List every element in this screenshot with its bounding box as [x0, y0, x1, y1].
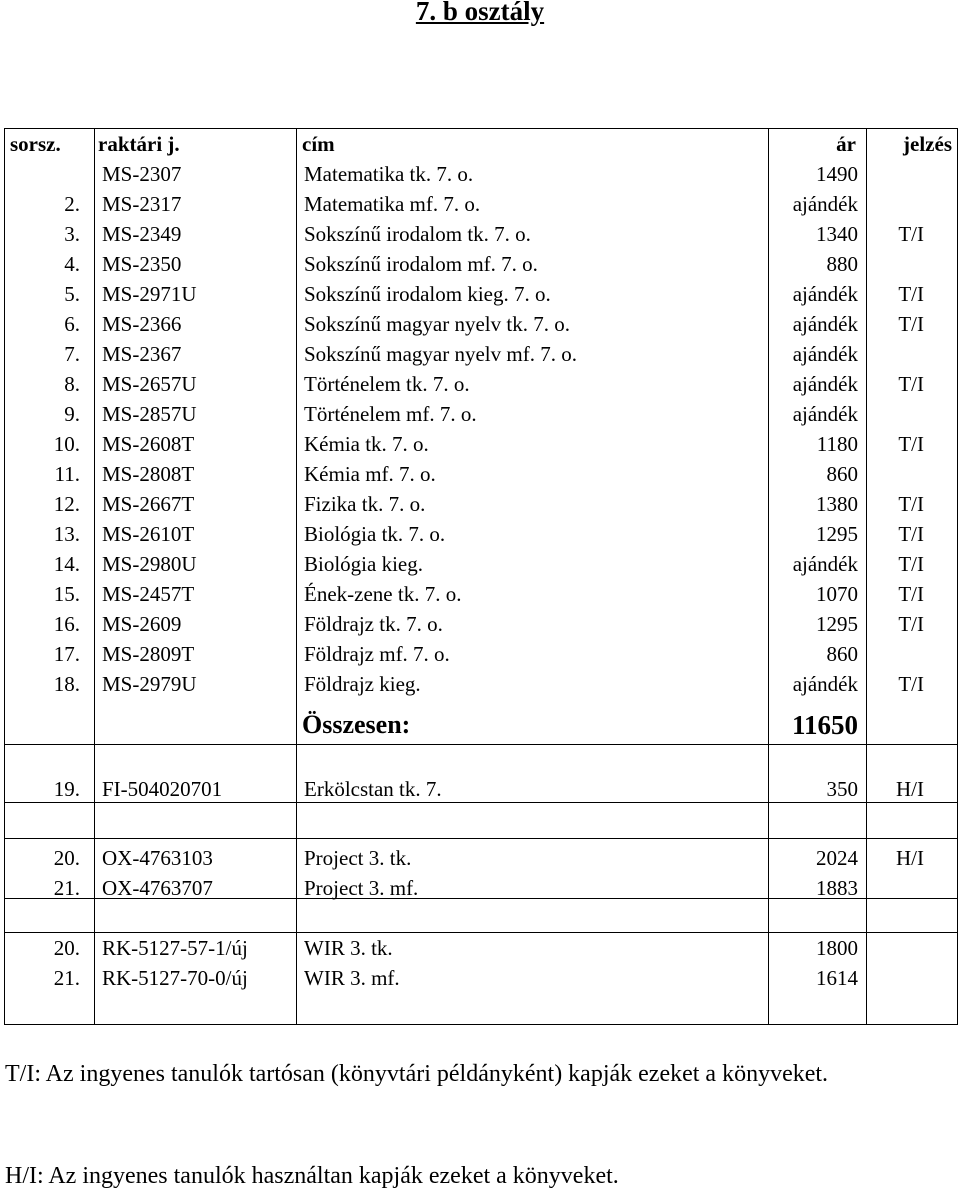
table-hline — [4, 802, 958, 803]
row-sorsz: 20. — [53, 846, 80, 870]
row-ar: ajándék — [792, 372, 858, 396]
row-sorsz: 6. — [64, 312, 80, 336]
row-sorsz: 21. — [53, 966, 80, 990]
table-vline — [4, 128, 5, 1025]
row-jelzes: T/I — [898, 582, 924, 606]
row-cim: Sokszínű magyar nyelv tk. 7. o. — [304, 312, 570, 336]
row-raktari: MS-2610T — [102, 522, 195, 546]
header-cim: cím — [302, 132, 335, 156]
table-vline — [94, 128, 95, 1025]
row-raktari: MS-2667T — [102, 492, 195, 516]
row-jelzes: T/I — [898, 222, 924, 246]
row-raktari: MS-2971U — [102, 282, 197, 306]
row-ar: 860 — [826, 642, 858, 666]
header-ar: ár — [836, 132, 856, 156]
row-raktari: MS-2809T — [102, 642, 195, 666]
row-raktari: MS-2349 — [102, 222, 182, 246]
row-raktari: MS-2367 — [102, 342, 182, 366]
row-ar: ajándék — [792, 402, 858, 426]
row-ar: ajándék — [792, 312, 858, 336]
row-ar: 2024 — [816, 846, 858, 870]
row-cim: Ének-zene tk. 7. o. — [304, 582, 462, 606]
row-raktari: MS-2857U — [102, 402, 197, 426]
row-raktari: MS-2980U — [102, 552, 197, 576]
row-ar: 350 — [826, 777, 858, 801]
row-jelzes: T/I — [898, 552, 924, 576]
row-raktari: MS-2609 — [102, 612, 182, 636]
total-value: 11650 — [791, 710, 858, 740]
row-cim: Történelem tk. 7. o. — [304, 372, 470, 396]
row-sorsz: 8. — [64, 372, 80, 396]
header-raktari: raktári j. — [98, 132, 180, 156]
row-ar: 1883 — [816, 876, 858, 900]
row-jelzes: H/I — [896, 846, 924, 870]
row-jelzes: T/I — [898, 492, 924, 516]
row-jelzes: T/I — [898, 522, 924, 546]
row-ar: 1490 — [816, 162, 858, 186]
row-jelzes: T/I — [898, 612, 924, 636]
row-ar: ajándék — [792, 552, 858, 576]
row-ar: 860 — [826, 462, 858, 486]
total-label: Összesen: — [302, 710, 411, 739]
row-sorsz: 5. — [64, 282, 80, 306]
row-sorsz: 18. — [53, 672, 80, 696]
row-sorsz: 14. — [53, 552, 80, 576]
table-vline — [768, 128, 769, 1025]
row-cim: Sokszínű irodalom tk. 7. o. — [304, 222, 531, 246]
note-hi: H/I: Az ingyenes tanulók használtan kapják ezeket a könyveket. — [5, 1163, 619, 1189]
row-ar: 1340 — [816, 222, 858, 246]
table-hline — [4, 838, 958, 839]
row-ar: 1070 — [816, 582, 858, 606]
row-ar: 1295 — [816, 522, 858, 546]
table-hline — [4, 932, 958, 933]
row-jelzes: T/I — [898, 282, 924, 306]
row-raktari: MS-2979U — [102, 672, 197, 696]
note-ti: T/I: Az ingyenes tanulók tartósan (könyvtári példányként) kapják ezeket a könyveket. — [5, 1061, 829, 1087]
row-sorsz: 11. — [54, 462, 80, 486]
row-sorsz: 2. — [64, 192, 80, 216]
row-ar: 1180 — [816, 432, 858, 456]
row-cim: WIR 3. mf. — [304, 966, 400, 990]
row-ar: 880 — [826, 252, 858, 276]
row-sorsz: 7. — [64, 342, 80, 366]
header-jelzes: jelzés — [903, 132, 952, 156]
row-raktari: MS-2808T — [102, 462, 195, 486]
row-sorsz: 16. — [53, 612, 80, 636]
row-ar: ajándék — [792, 672, 858, 696]
row-ar: ajándék — [792, 282, 858, 306]
row-sorsz: 13. — [53, 522, 80, 546]
row-raktari: OX-4763707 — [102, 876, 213, 900]
row-cim: Matematika mf. 7. o. — [304, 192, 481, 216]
row-jelzes: H/I — [896, 777, 924, 801]
row-cim: Project 3. mf. — [304, 876, 419, 900]
row-sorsz: 4. — [64, 252, 80, 276]
table-hline — [4, 1024, 958, 1025]
row-sorsz: 9. — [64, 402, 80, 426]
row-ar: 1614 — [816, 966, 858, 990]
row-cim: Erkölcstan tk. 7. — [304, 777, 442, 801]
row-cim: Sokszínű magyar nyelv mf. 7. o. — [304, 342, 577, 366]
row-ar: 1295 — [816, 612, 858, 636]
row-sorsz: 15. — [53, 582, 80, 606]
row-sorsz: 3. — [64, 222, 80, 246]
header-sorsz: sorsz. — [10, 132, 61, 156]
row-raktari: RK-5127-70-0/új — [102, 966, 248, 990]
row-raktari: FI-504020701 — [102, 777, 223, 801]
row-cim: Fizika tk. 7. o. — [304, 492, 426, 516]
row-raktari: MS-2366 — [102, 312, 182, 336]
row-ar: ajándék — [792, 342, 858, 366]
table-vline — [957, 128, 958, 1025]
row-cim: Kémia mf. 7. o. — [304, 462, 436, 486]
row-cim: Földrajz tk. 7. o. — [304, 612, 443, 636]
row-raktari: RK-5127-57-1/új — [102, 936, 248, 960]
table-hline — [4, 128, 958, 129]
row-cim: Kémia tk. 7. o. — [304, 432, 429, 456]
table-vline — [866, 128, 867, 1025]
row-raktari: MS-2307 — [102, 162, 182, 186]
row-raktari: OX-4763103 — [102, 846, 213, 870]
table-vline — [296, 128, 297, 1025]
row-ar: 1800 — [816, 936, 858, 960]
row-sorsz: 12. — [53, 492, 80, 516]
row-raktari: MS-2350 — [102, 252, 182, 276]
row-sorsz: 17. — [53, 642, 80, 666]
row-cim: Matematika tk. 7. o. — [304, 162, 474, 186]
row-cim: Project 3. tk. — [304, 846, 412, 870]
row-jelzes: T/I — [898, 372, 924, 396]
book-table — [0, 128, 960, 1025]
row-cim: Történelem mf. 7. o. — [304, 402, 477, 426]
row-cim: Földrajz mf. 7. o. — [304, 642, 450, 666]
row-sorsz: 19. — [53, 777, 80, 801]
row-ar: 1380 — [816, 492, 858, 516]
table-hline — [4, 744, 958, 745]
row-cim: Biológia kieg. — [304, 552, 423, 576]
row-cim: Biológia tk. 7. o. — [304, 522, 446, 546]
row-jelzes: T/I — [898, 312, 924, 336]
row-cim: WIR 3. tk. — [304, 936, 393, 960]
row-cim: Sokszínű irodalom mf. 7. o. — [304, 252, 538, 276]
row-sorsz: 21. — [53, 876, 80, 900]
row-cim: Sokszínű irodalom kieg. 7. o. — [304, 282, 551, 306]
row-sorsz: 20. — [53, 936, 80, 960]
row-ar: ajándék — [792, 192, 858, 216]
row-jelzes: T/I — [898, 672, 924, 696]
row-raktari: MS-2608T — [102, 432, 195, 456]
row-sorsz: 10. — [53, 432, 80, 456]
row-raktari: MS-2317 — [102, 192, 182, 216]
row-raktari: MS-2457T — [102, 582, 195, 606]
page-title: 7. b osztály — [415, 0, 545, 26]
row-jelzes: T/I — [898, 432, 924, 456]
row-cim: Földrajz kieg. — [304, 672, 421, 696]
row-raktari: MS-2657U — [102, 372, 197, 396]
